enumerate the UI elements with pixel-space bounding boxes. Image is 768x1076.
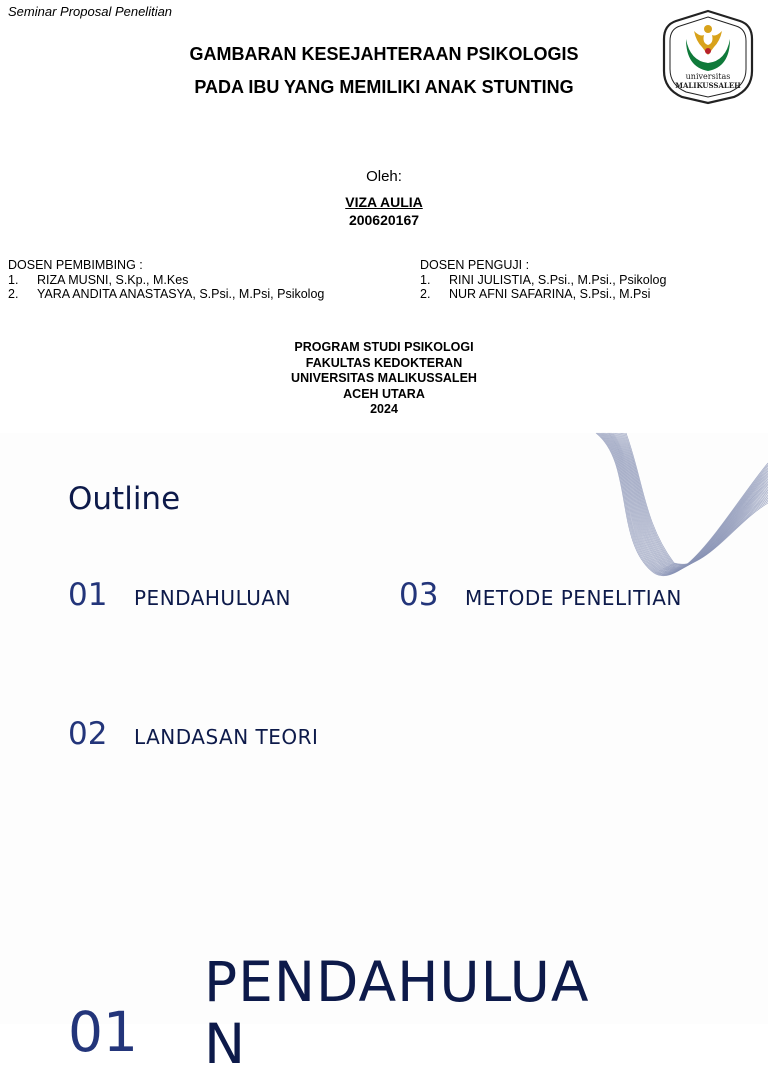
outline-item-label: LANDASAN TEORI xyxy=(134,725,319,749)
program-line: FAKULTAS KEDOKTERAN xyxy=(305,355,463,370)
header-label: Seminar Proposal Penelitian xyxy=(8,4,173,19)
logo-text-top: universitas xyxy=(685,72,731,81)
author-nim: 200620167 xyxy=(348,212,420,228)
program-line: ACEH UTARA xyxy=(343,386,425,401)
cover-slide xyxy=(0,0,768,433)
decorative-wave-lines xyxy=(594,433,768,583)
program-line: 2024 xyxy=(370,402,398,416)
section-title-line-2: N xyxy=(204,1012,246,1076)
university-logo xyxy=(660,9,756,105)
outline-item-label: PENDAHULUAN xyxy=(134,586,291,610)
outline-item-number: 02 xyxy=(68,716,108,752)
author-name: VIZA AULIA xyxy=(345,194,423,210)
program-line: PROGRAM STUDI PSIKOLOGI xyxy=(294,340,474,354)
program-block xyxy=(0,340,768,418)
pendahuluan-slide xyxy=(0,920,768,1076)
section-title: PENDAHULUA xyxy=(204,950,590,1014)
pembimbing-item: 2. YARA ANDITA ANASTASYA, S.Psi., M.Psi, Psikolog xyxy=(8,287,325,301)
program-line: UNIVERSITAS MALIKUSSALEH xyxy=(291,371,477,385)
penguji-item: 1. RINI JULISTIA, S.Psi., M.Psi., Psikolog xyxy=(420,272,667,287)
section-number: 01 xyxy=(68,1000,138,1064)
penguji-item: 2. NUR AFNI SAFARINA, S.Psi., M.Psi xyxy=(420,287,651,301)
pembimbing-block xyxy=(8,258,324,302)
outline-title: Outline xyxy=(68,481,181,517)
outline-item-number: 01 xyxy=(68,577,108,613)
oleh-label: Oleh: xyxy=(366,168,402,185)
title-line-2: PADA IBU YANG MEMILIKI ANAK STUNTING xyxy=(194,77,574,97)
outline-item-metode-penelitian[interactable] xyxy=(399,577,682,613)
outline-item-pendahuluan[interactable] xyxy=(68,577,291,613)
penguji-heading: DOSEN PENGUJI : xyxy=(420,258,530,272)
logo-text-bottom: MALIKUSSALEH xyxy=(675,81,741,90)
outline-slide xyxy=(0,433,768,920)
outline-item-label: METODE PENELITIAN xyxy=(465,586,682,610)
outline-item-number: 03 xyxy=(399,577,439,613)
outline-item-landasan-teori[interactable] xyxy=(68,716,318,752)
penguji-block xyxy=(420,258,666,302)
pembimbing-item: 1. RIZA MUSNI, S.Kp., M.Kes xyxy=(8,272,189,287)
title-line-1: GAMBARAN KESEJAHTERAAN PSIKOLOGIS xyxy=(189,44,579,64)
pembimbing-heading: DOSEN PEMBIMBING : xyxy=(8,258,143,272)
